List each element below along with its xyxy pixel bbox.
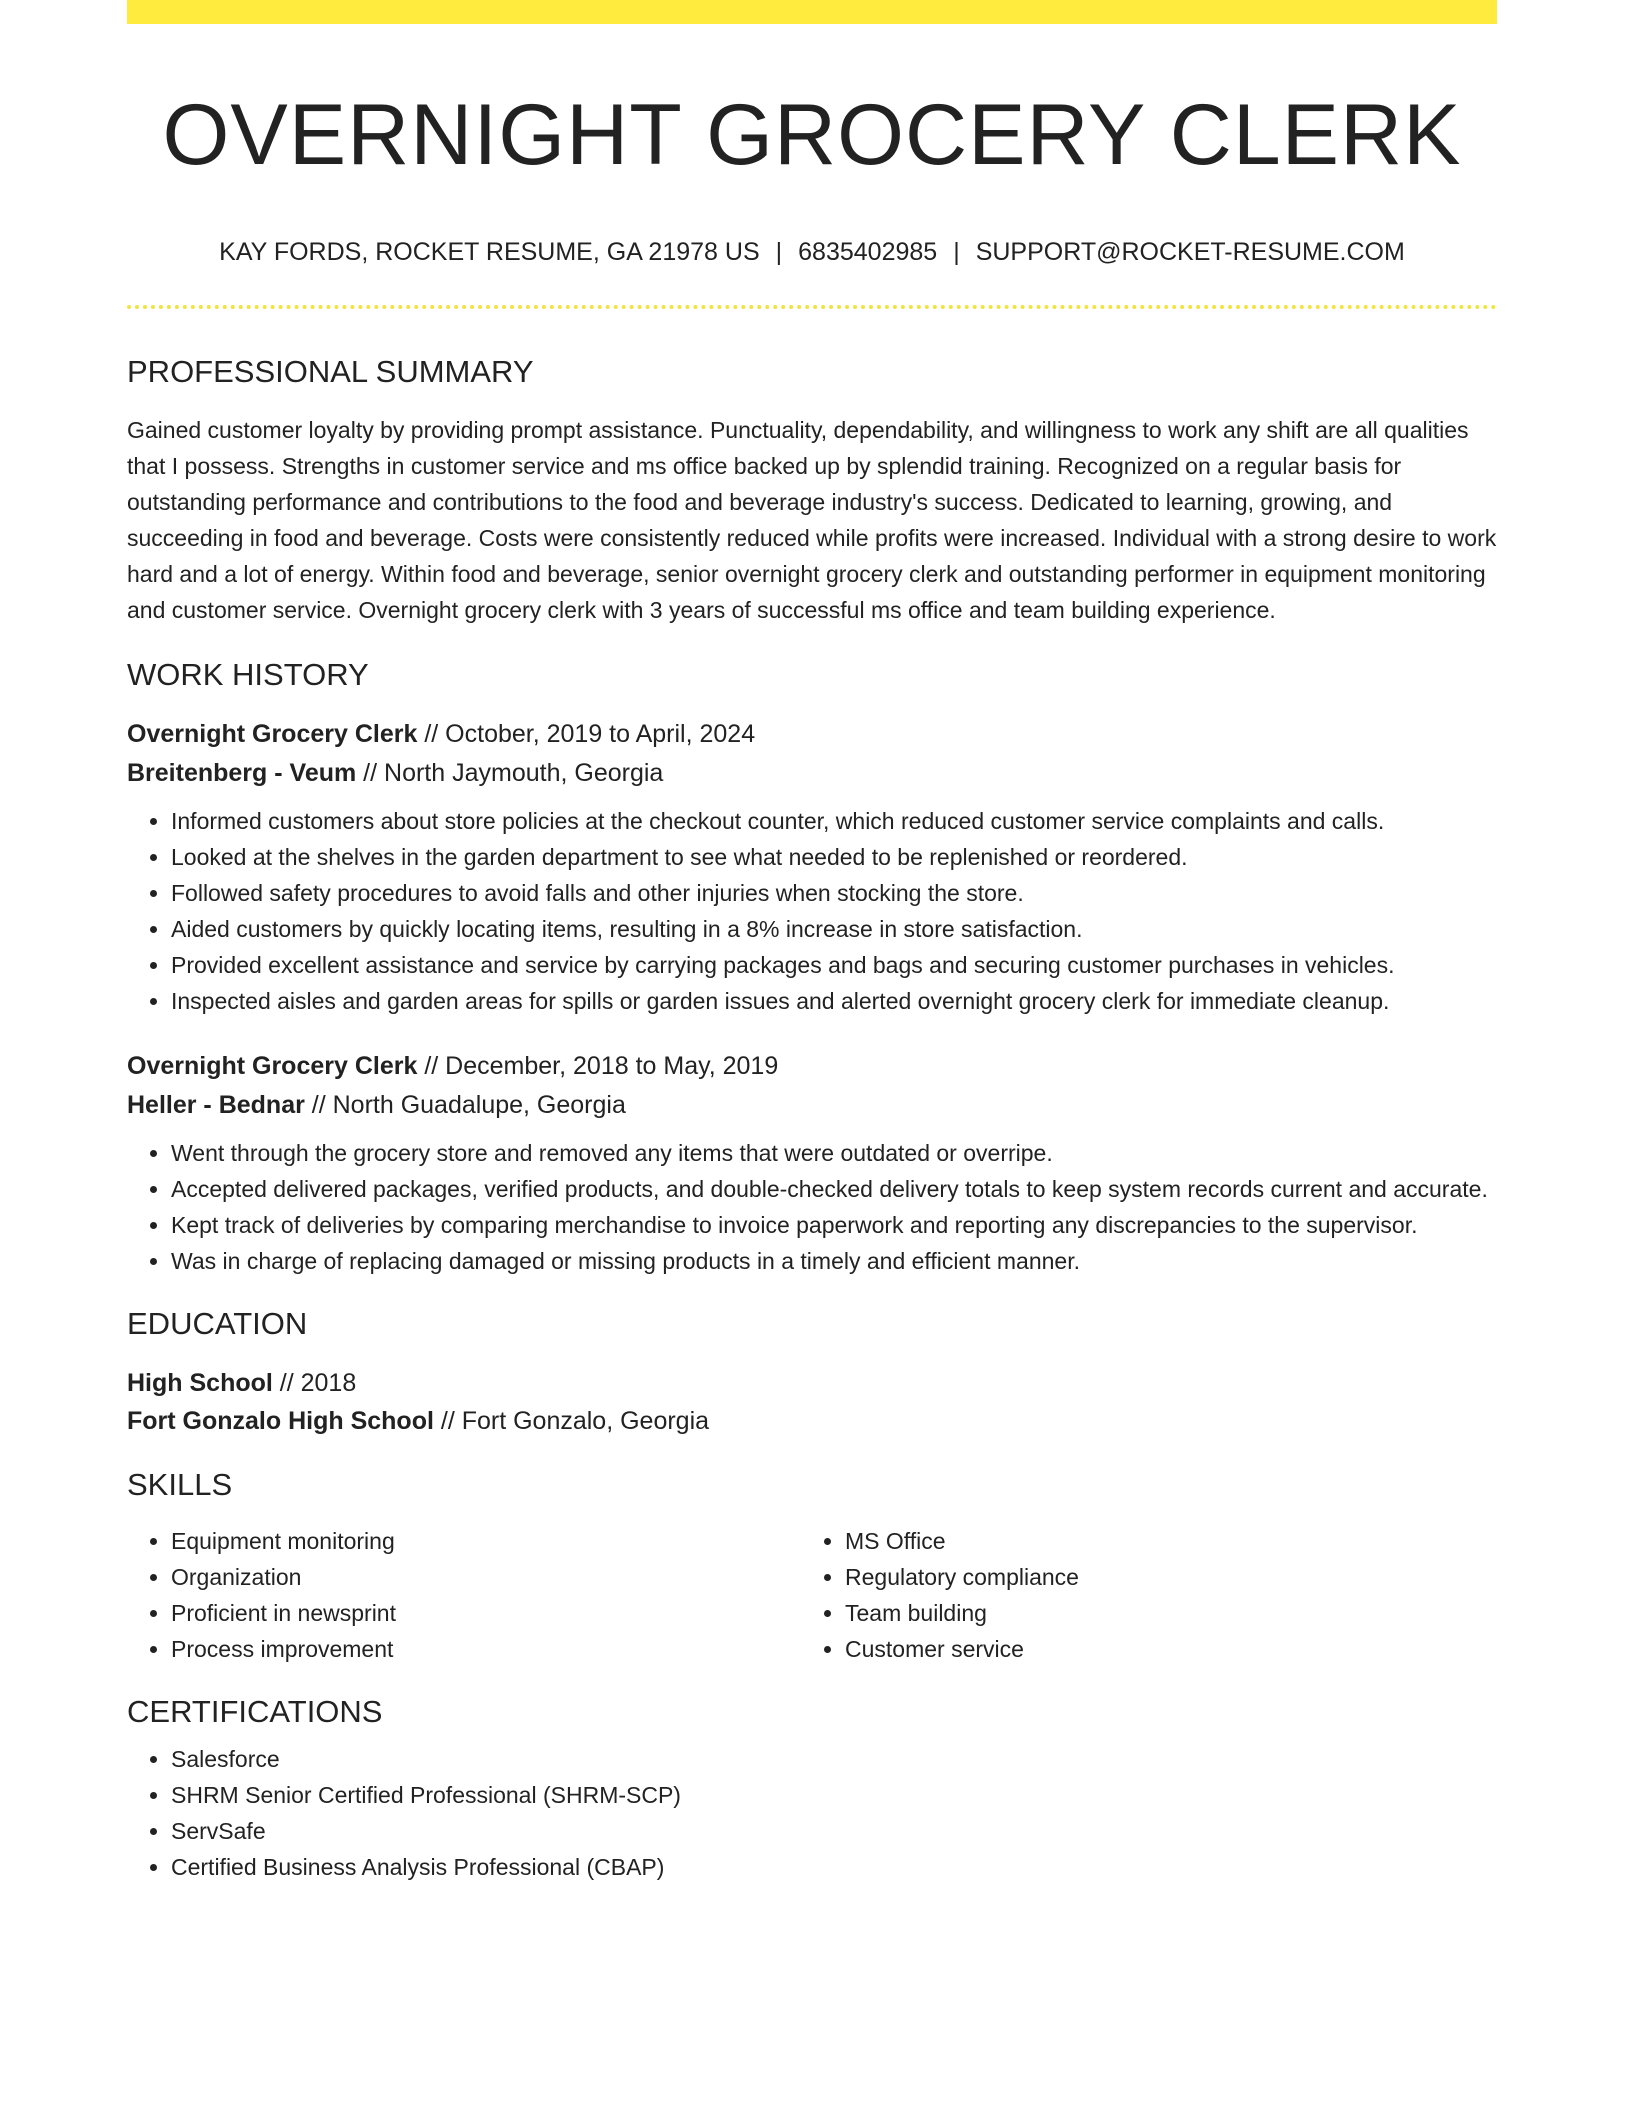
section-title-summary: PROFESSIONAL SUMMARY <box>127 353 534 389</box>
job-entry <box>127 715 1497 1019</box>
section-title-education: EDUCATION <box>127 1305 308 1341</box>
job-location: // North Guadalupe, Georgia <box>304 1090 626 1119</box>
contact-line <box>127 237 1497 267</box>
skills-list-left <box>127 1523 801 1667</box>
skill-item: • Proficient in newsprint <box>171 1595 801 1631</box>
certification-item: • Certified Business Analysis Professional (CBAP) <box>171 1849 1497 1885</box>
summary-text: Gained customer loyalty by providing prompt assistance. Punctuality, dependability, and willingness to work any shift are all qualities that I possess. Strengths in customer service and ms office backed up by splendid training. Recognized on a regular basis for outstanding performance and contributions to the food and beverage industry's success. Dedicated to learning, growing, and succeeding in food and beverage. Costs were consistently reduced while profits were increased. Individual with a strong desire to work hard and a lot of energy. Within food and beverage, senior overnight grocery clerk and outstanding performer in equipment monitoring and customer service. Overnight grocery clerk with 3 years of successful ms office and team building experience. <box>127 416 1497 623</box>
education-school: Fort Gonzalo High School <box>127 1407 434 1436</box>
certifications-list <box>127 1741 1497 1885</box>
skill-item: • Organization <box>171 1559 801 1595</box>
job-company: Breitenberg - Veum <box>127 758 357 787</box>
job-role-line <box>127 1047 1497 1086</box>
skills-columns <box>127 1523 1497 1667</box>
dotted-divider <box>127 305 1497 309</box>
job-bullets <box>127 803 1497 1019</box>
job-company: Heller - Bednar <box>127 1090 305 1119</box>
list-item: • Inspected aisles and garden areas for spills or garden issues and alerted overnight grocery clerk for immediate cleanup. <box>171 983 1497 1019</box>
list-item: • Followed safety procedures to avoid falls and other injuries when stocking the store. <box>171 875 1497 911</box>
certification-item: • Salesforce <box>171 1741 1497 1777</box>
list-item: • Looked at the shelves in the garden department to see what needed to be replenished or reordered. <box>171 839 1497 875</box>
contact-address: KAY FORDS, ROCKET RESUME, GA 21978 US <box>219 237 760 266</box>
list-item: • Accepted delivered packages, verified products, and double-checked delivery totals to keep system records current and accurate. <box>171 1171 1497 1207</box>
list-item: • Kept track of deliveries by comparing merchandise to invoice paperwork and reporting any discrepancies to the supervisor. <box>171 1207 1497 1243</box>
job-dates: // December, 2018 to May, 2019 <box>417 1051 779 1080</box>
job-role-line <box>127 715 1497 754</box>
certification-item: • SHRM Senior Certified Professional (SHRM-SCP) <box>171 1777 1497 1813</box>
education-school-line <box>127 1402 1497 1440</box>
skill-item: • Team building <box>845 1595 1475 1631</box>
skill-item: • Equipment monitoring <box>171 1523 801 1559</box>
job-company-line <box>127 1086 1497 1125</box>
contact-separator: | <box>953 237 960 266</box>
accent-top-bar <box>127 0 1497 24</box>
section-title-skills: SKILLS <box>127 1467 233 1503</box>
skill-item: • Regulatory compliance <box>845 1559 1475 1595</box>
certification-item: • ServSafe <box>171 1813 1497 1849</box>
skill-item: • Process improvement <box>171 1631 801 1667</box>
education-location: // Fort Gonzalo, Georgia <box>433 1407 710 1436</box>
list-item: • Aided customers by quickly locating items, resulting in a 8% increase in store satisfaction. <box>171 911 1497 947</box>
education-entry <box>127 1364 1497 1440</box>
section-title-work-history: WORK HISTORY <box>127 656 369 692</box>
contact-separator: | <box>775 237 783 266</box>
job-bullets <box>127 1135 1497 1279</box>
job-company-line <box>127 754 1497 793</box>
list-item: • Provided excellent assistance and service by carrying packages and bags and securing customer purchases in vehicles. <box>171 947 1497 983</box>
skill-item: • MS Office <box>845 1523 1475 1559</box>
contact-phone: 6835402985 <box>798 237 938 266</box>
education-degree-line <box>127 1364 1497 1402</box>
list-item: • Went through the grocery store and removed any items that were outdated or overripe. <box>171 1135 1497 1171</box>
resume-page <box>127 0 1497 1885</box>
education-year: // 2018 <box>272 1369 357 1398</box>
resume-title: OVERNIGHT GROCERY CLERK <box>162 87 1462 183</box>
job-location: // North Jaymouth, Georgia <box>356 758 664 787</box>
skill-item: • Customer service <box>845 1631 1475 1667</box>
job-entry <box>127 1047 1497 1279</box>
section-title-certifications: CERTIFICATIONS <box>127 1694 383 1730</box>
list-item: • Informed customers about store policies at the checkout counter, which reduced customer service complaints and calls. <box>171 803 1497 839</box>
list-item: • Was in charge of replacing damaged or missing products in a timely and efficient manner. <box>171 1243 1497 1279</box>
education-degree: High School <box>127 1369 273 1398</box>
job-dates: // October, 2019 to April, 2024 <box>417 719 756 748</box>
contact-email: SUPPORT@ROCKET-RESUME.COM <box>975 237 1405 266</box>
job-role: Overnight Grocery Clerk <box>127 1051 418 1080</box>
skills-list-right <box>801 1523 1475 1667</box>
job-role: Overnight Grocery Clerk <box>127 719 418 748</box>
